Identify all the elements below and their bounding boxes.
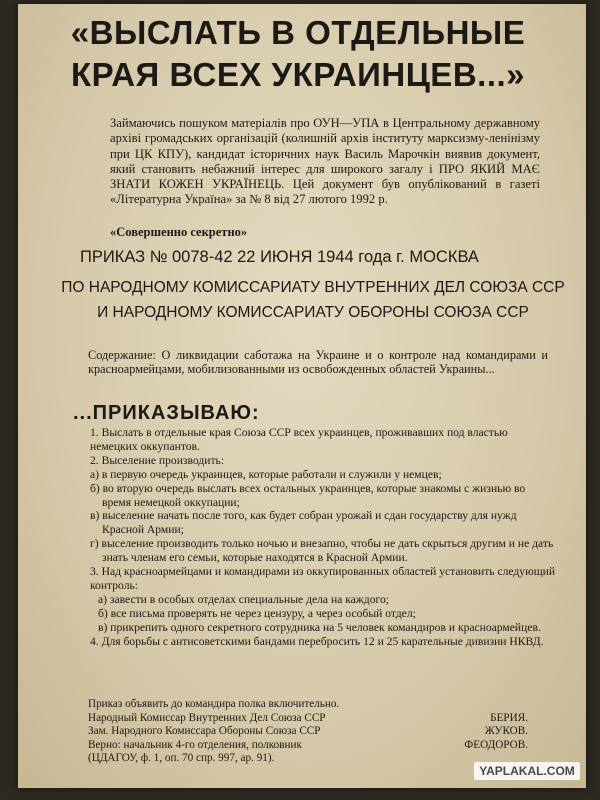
- clause-2b: б) во вторую очередь выслать всех остальных украинцев, которые знакомы с жизнью во время немецкой оккупации;: [90, 481, 526, 509]
- deputy-role: Зам. Народного Комиссара Обороны Союза ССР: [88, 725, 321, 738]
- signature-row-nkvd: [88, 712, 528, 726]
- archive-reference: (ЦДАГОУ, ф. 1, оп. 70 спр. 997, ар. 91).: [88, 752, 275, 765]
- clause-3b: б) все письма проверять не через цензуру, а через особый отдел;: [98, 606, 416, 620]
- commissariat-heading: ПО НАРОДНОМУ КОМИССАРИАТУ ВНУТРЕННИХ ДЕЛ СОЮЗА ССР И НАРОДНОМУ КОМИССАРИАТУ ОБОРОНЫ СОЮЗА ССР: [61, 279, 565, 321]
- signature-row-verify: [88, 739, 528, 753]
- secret-stamp-text: «Совершенно секретно»: [110, 225, 248, 239]
- announce-line: Приказ объявить до командира полка включительно.: [88, 698, 340, 710]
- clause-3: 3. Над красноармейцами и командирами из оккупированных областей установить следующий контроль:: [90, 565, 556, 592]
- clause-2v: в) выселение начать после того, как будет собран урожай и сдан государству для нужд Красной Армии;: [90, 509, 517, 537]
- verify-role: Верно: начальник 4-го отделения, полковник: [88, 738, 302, 751]
- watermark-badge: YAPLAKAL.COM: [474, 762, 580, 780]
- intro-paragraph: Займаючись пошуком матеріалів про ОУН—УПА в Центральному державному архіві громадських організацій (колишній архів інституту марксизму-ленінізму при ЦК КПУ), кандидат історичних наук Василь Марочкін виявив документ, який становить небажний інтерес для широкого загалу і ПРО ЯКИЙ МАЄ ЗНАТИ КОЖЕН УКРАЇНЕЦЬ. Цей документ був опублікований в газеті «Літературна Україна» за № 8 від 27 лютого 1992 р.: [110, 116, 540, 207]
- document-title: «ВЫСЛАТЬ В ОТДЕЛЬНЫЕ КРАЯ ВСЕХ УКРАИНЦЕВ...»: [70, 14, 526, 93]
- clause-4: 4. Для борьбы с антисоветскими бандами перебросить 12 и 25 карательные дивизии НКВД.: [90, 634, 544, 648]
- nkvd-role: Народный Комиссар Внутренних Дел Союза ССР: [88, 711, 326, 724]
- verify-name: ФЕОДОРОВ.: [464, 738, 528, 751]
- clause-2: 2. Выселение производить:: [90, 453, 225, 467]
- deputy-name: ЖУКОВ.: [484, 725, 528, 738]
- orders-heading: ...ПРИКАЗЫВАЮ:: [73, 402, 260, 424]
- order-clauses: [76, 426, 556, 649]
- signature-block: [88, 698, 528, 766]
- clause-3v: в) прикрепить одного секретного сотрудника на 5 человек командиров и красноармейцев.: [98, 620, 541, 634]
- clause-2g: г) выселение производить только ночью и внезапно, чтобы не дать скрыться другим и не дать знать членам его семьи, которые находятся в Красной Армии.: [90, 537, 554, 565]
- clause-2a: а) в первую очередь украинцев, которые работали и служили у немцев;: [90, 467, 442, 481]
- clause-3a: а) завести в особых отделах специальные дела на каждого;: [98, 592, 389, 606]
- clause-1: 1. Выслать в отдельные края Союза ССР всех украинцев, проживавших под властью немецких оккупантов.: [90, 426, 508, 453]
- content-summary: Содержание: О ликвидации саботажа на Украине и о контроле над командирами и красноармейцами, мобилизованными из освобожденных областей Украины...: [88, 348, 548, 376]
- signature-row-deputy: [88, 725, 528, 739]
- document-paper: [18, 4, 586, 788]
- nkvd-name: БЕРИЯ.: [490, 711, 528, 724]
- order-heading: ПРИКАЗ № 0078-42 22 ИЮНЯ 1944 года г. МОСКВА: [80, 248, 479, 266]
